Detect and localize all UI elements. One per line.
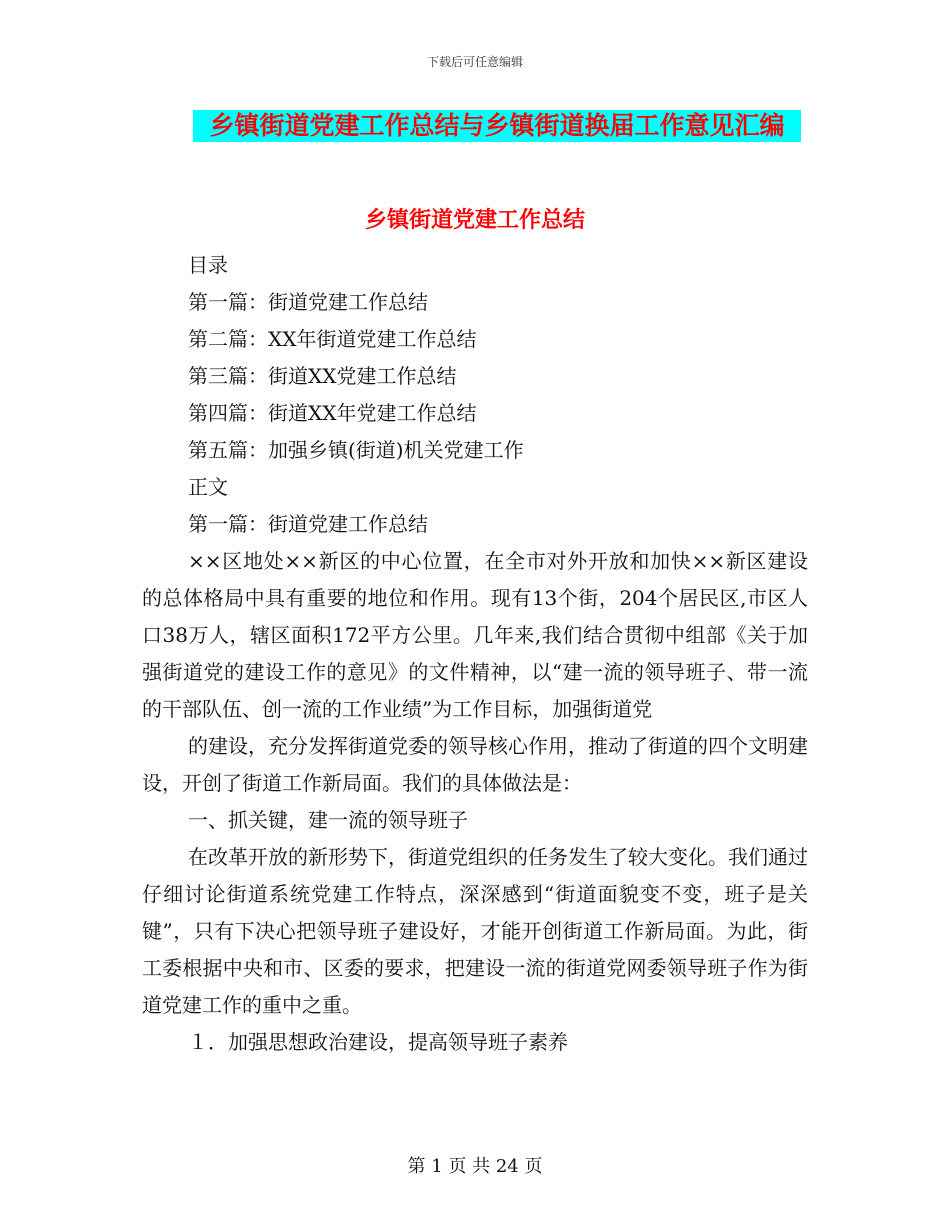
toc-item: 第五篇：加强乡镇(街道)机关党建工作 — [188, 438, 524, 462]
body-heading: 正文 — [188, 475, 228, 499]
toc-item: 第一篇：街道党建工作总结 — [188, 290, 428, 314]
paragraph: 的建设，充分发挥街道党委的领导核心作用，推动了街道的四个文明建设，开创了街道工作新局面。我们的具体做法是： — [142, 734, 808, 795]
toc-item: 第三篇：街道XX党建工作总结 — [188, 364, 457, 388]
paragraph: ××区地处××新区的中心位置，在全市对外开放和加快××新区建设的总体格局中具有重要的地位和作用。现有13个街，204个居民区,市区人口38万人，辖区面积172平方公里。几年来,我们结合贯彻中组部《关于加强街道党的建设工作的意见》的文件精神，以“建一流的领导班子、带一流的干部队伍、创一流的工作业绩”为工作目标，加强街道党 — [142, 549, 808, 721]
toc-item: 第二篇：XX年街道党建工作总结 — [188, 327, 477, 351]
paragraph: 在改革开放的新形势下，街道党组织的任务发生了较大变化。我们通过仔细讨论街道系统党建工作特点，深深感到“街道面貌变不变，班子是关键”，只有下决心把领导班子建设好，才能开创街道工作新局面。为此，街工委根据中央和市、区委的要求，把建设一流的街道党网委领导班子作为街道党建工作的重中之重。 — [142, 845, 808, 1017]
section-title: 乡镇街道党建工作总结 — [364, 208, 585, 233]
toc-item: 第四篇：街道XX年党建工作总结 — [188, 401, 477, 425]
subsection-heading: １．加强思想政治建设，提高领导班子素养 — [188, 1030, 568, 1054]
document-body — [142, 247, 808, 1061]
document-main-title: 乡镇街道党建工作总结与乡镇街道换届工作意见汇编 — [193, 110, 801, 142]
header-note: 下载后可任意编辑 — [426, 55, 523, 69]
section-heading: 一、抓关键，建一流的领导班子 — [188, 808, 468, 832]
page-footer: 第 1 页 共 24 页 — [407, 1156, 543, 1177]
toc-heading: 目录 — [188, 253, 228, 277]
chapter-heading: 第一篇：街道党建工作总结 — [188, 512, 428, 536]
